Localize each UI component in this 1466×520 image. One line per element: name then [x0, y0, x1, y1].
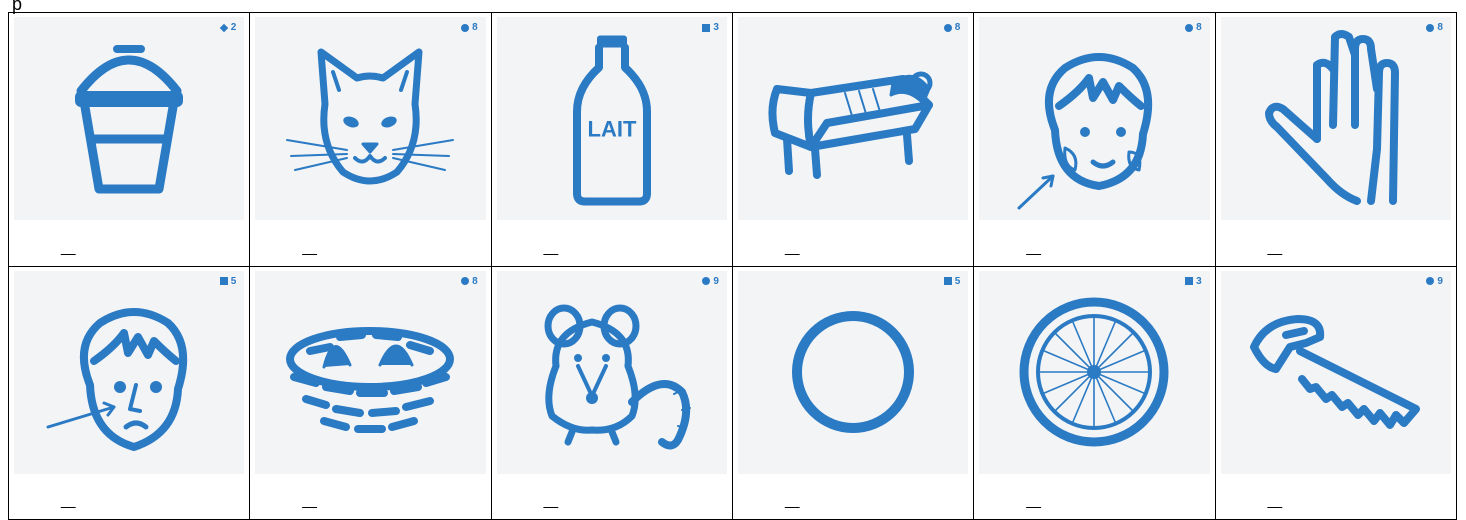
ring-icon	[783, 302, 923, 442]
category-badge	[1185, 276, 1202, 287]
badge-number: 8	[472, 275, 478, 287]
category-badge	[461, 276, 478, 287]
circle-icon	[1426, 24, 1434, 32]
grid-cell-cat	[250, 13, 491, 267]
badge-number: 9	[713, 275, 719, 287]
grid-cell-nose	[9, 267, 250, 520]
answer-blank: _	[302, 227, 317, 258]
page-heading: p	[12, 0, 23, 14]
milk-bottle-icon	[567, 31, 657, 206]
square-icon	[944, 277, 952, 285]
answer-blank: _	[302, 481, 317, 511]
category-badge	[702, 22, 719, 33]
badge-number: 8	[472, 22, 478, 33]
picture-card	[979, 271, 1209, 474]
answer-blank: _	[61, 481, 76, 511]
bottle-label: LAIT	[587, 116, 637, 141]
grid-cell-hand	[1216, 13, 1457, 267]
badge-number: 8	[954, 22, 961, 33]
badge-number: 3	[1196, 275, 1202, 287]
rat-icon	[532, 292, 692, 452]
grid-cell-bed	[733, 13, 974, 267]
badge-number: 9	[1437, 275, 1443, 287]
category-badge	[461, 22, 478, 33]
cat-icon	[285, 44, 455, 194]
grid-cell-rat	[492, 267, 733, 520]
picture-card	[1221, 271, 1451, 474]
badge-number: 3	[713, 22, 719, 33]
circle-icon	[461, 277, 469, 285]
picture-card	[497, 271, 727, 474]
circle-icon	[944, 24, 952, 32]
answer-blank: _	[543, 227, 559, 258]
category-badge	[1185, 22, 1202, 33]
badge-number: 2	[230, 22, 237, 33]
grid-cell-milk-bottle	[492, 13, 733, 267]
bucket-icon	[59, 39, 199, 199]
answer-blank: _	[784, 481, 800, 511]
answer-blank: _	[1267, 227, 1283, 258]
badge-number: 5	[954, 275, 961, 287]
bed-icon	[763, 49, 943, 189]
saw-icon	[1246, 307, 1426, 437]
grid-cell-bucket	[9, 13, 250, 267]
badge-number: 8	[1437, 22, 1443, 33]
answer-blank: _	[61, 227, 76, 258]
grid-cell-nest	[250, 267, 491, 520]
answer-blank: _	[1026, 481, 1041, 511]
category-badge	[221, 22, 237, 33]
square-icon	[702, 24, 710, 32]
category-badge	[1426, 276, 1443, 287]
grid-cell-ring	[733, 267, 974, 520]
answer-blank: _	[784, 227, 800, 258]
circle-icon	[702, 277, 710, 285]
badge-number: 8	[1196, 22, 1202, 33]
answer-blank: _	[1267, 481, 1283, 511]
picture-card	[255, 271, 485, 474]
circle-icon	[1185, 24, 1193, 32]
wheel-icon	[1014, 292, 1174, 452]
square-icon	[1185, 277, 1193, 285]
circle-icon	[1426, 277, 1434, 285]
square-icon	[220, 277, 228, 285]
picture-card	[14, 17, 244, 220]
picture-grid	[8, 12, 1457, 520]
picture-card	[738, 271, 968, 474]
picture-card	[497, 17, 727, 220]
nest-icon	[280, 307, 460, 437]
badge-number: 5	[230, 275, 237, 287]
circle-icon	[461, 24, 469, 32]
grid-cell-saw	[1216, 267, 1457, 520]
picture-card	[979, 17, 1209, 220]
category-badge	[944, 22, 961, 33]
grid-cell-cheek	[974, 13, 1215, 267]
nose-icon	[44, 297, 214, 467]
picture-card	[255, 17, 485, 220]
cheek-icon	[1009, 42, 1179, 212]
category-badge	[220, 276, 237, 287]
picture-card	[14, 271, 244, 474]
category-badge	[944, 276, 961, 287]
answer-blank: _	[543, 481, 559, 511]
answer-blank: _	[1026, 227, 1041, 258]
picture-card	[738, 17, 968, 220]
diamond-icon	[220, 23, 228, 31]
picture-card	[1221, 17, 1451, 220]
category-badge	[1426, 22, 1443, 33]
category-badge	[702, 276, 719, 287]
hand-icon	[1261, 29, 1411, 209]
grid-cell-wheel	[974, 267, 1215, 520]
